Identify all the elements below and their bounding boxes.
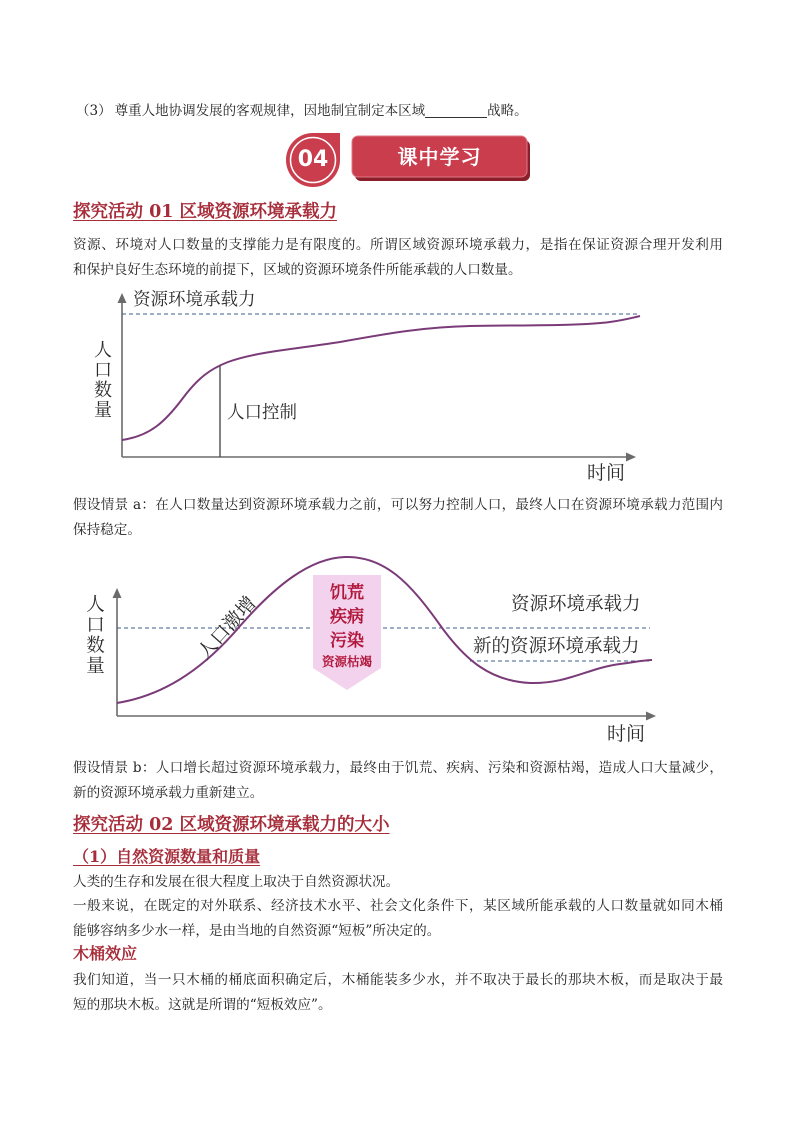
figure-b-x-label: 时间 bbox=[607, 723, 646, 745]
callout-cause-depletion: 资源枯竭 bbox=[321, 654, 372, 669]
activity-2-subheading: （1）自然资源数量和质量 bbox=[73, 847, 261, 866]
activity-2-paragraph-2 bbox=[73, 894, 723, 944]
activity-1-heading: 探究活动 01 区域资源环境承载力 bbox=[73, 202, 338, 222]
figure-a-x-axis-arrow bbox=[626, 453, 636, 462]
activity-1-intro bbox=[73, 233, 723, 283]
question-3 bbox=[76, 99, 528, 123]
section-badge bbox=[280, 130, 535, 192]
question-3-ending: 战略。 bbox=[487, 103, 528, 119]
question-3-text: 尊重人地协调发展的客观规律，因地制宜制定本区域 bbox=[114, 103, 426, 119]
figure-a-y-label: 人口数量 bbox=[91, 340, 112, 420]
figure-b-surge-label: 人口激增 bbox=[193, 592, 261, 664]
activity-2-heading: 探究活动 02 区域资源环境承载力的大小 bbox=[73, 815, 390, 835]
figure-b-y-label: 人口数量 bbox=[83, 594, 105, 676]
paragraph-line: 人类的生存和发展在很大程度上取决于自然资源状况。 bbox=[73, 874, 400, 890]
figure-b-plot bbox=[0, 548, 794, 753]
barrel-effect-heading: 木桶效应 bbox=[73, 944, 138, 963]
callout-cause-famine: 饥荒 bbox=[330, 583, 364, 603]
paragraph-line: 假设情景 b：人口增长超过资源环境承载力，最终由于饥荒、疾病、污染和资源枯竭，造成人口大量减少， bbox=[73, 760, 723, 776]
paragraph-line: 短的那块木板。这就是所谓的“短板效应”。 bbox=[73, 997, 332, 1013]
paragraph-line: 一般来说，在既定的对外联系、经济技术水平、社会文化条件下，某区域所能承载的人口数量就如同木桶 bbox=[73, 898, 723, 914]
paragraph-line: 和保护良好生态环境的前提下，区域的资源环境条件所能承载的人口数量。 bbox=[73, 262, 522, 278]
scenario-a bbox=[73, 493, 723, 543]
figure-a bbox=[0, 285, 794, 485]
paragraph-line: 资源、环境对人口数量的支撑能力是有限度的。所谓区域资源环境承载力，是指在保证资源合理开发利用 bbox=[73, 237, 723, 253]
activity-2-paragraph-3 bbox=[73, 968, 723, 1018]
paragraph-line: 新的资源环境承载力重新建立。 bbox=[73, 785, 264, 801]
figure-b-y-axis-arrow bbox=[113, 588, 122, 598]
paragraph-line: 保持稳定。 bbox=[73, 522, 141, 538]
figure-a-capacity-label: 资源环境承载力 bbox=[133, 290, 256, 310]
figure-b-population-curve bbox=[117, 557, 652, 703]
figure-b-capacity-label: 资源环境承载力 bbox=[511, 594, 641, 615]
callout-cause-disease: 疾病 bbox=[330, 607, 364, 627]
figure-b bbox=[0, 548, 794, 753]
paragraph-line: 假设情景 a：在人口数量达到资源环境承载力之前，可以努力控制人口，最终人口在资源环境承载力范围内 bbox=[73, 497, 723, 513]
paragraph-line: 能够容纳多少水一样，是由当地的自然资源“短板”所决定的。 bbox=[73, 923, 441, 939]
figure-b-x-axis-arrow bbox=[646, 712, 656, 721]
figure-a-x-label: 时间 bbox=[587, 462, 626, 484]
badge-title: 课中学习 bbox=[397, 145, 482, 169]
scenario-b bbox=[73, 756, 723, 806]
figure-b-new-capacity-label: 新的资源环境承载力 bbox=[473, 636, 640, 657]
figure-a-y-axis-arrow bbox=[118, 293, 127, 303]
figure-a-plot bbox=[0, 285, 794, 485]
paragraph-line: 我们知道，当一只木桶的桶底面积确定后，木桶能装多少水，并不取决于最长的那块木板，而是取决于最 bbox=[73, 972, 723, 988]
question-3-label: （3） bbox=[76, 103, 112, 119]
figure-b-callout-text bbox=[313, 581, 381, 671]
answer-blank bbox=[425, 104, 487, 118]
figure-a-population-curve bbox=[122, 316, 640, 440]
activity-2-paragraph-1 bbox=[73, 870, 723, 895]
figure-a-control-label: 人口控制 bbox=[227, 403, 297, 423]
badge-number: 04 bbox=[297, 147, 329, 172]
callout-cause-pollution: 污染 bbox=[330, 631, 364, 651]
